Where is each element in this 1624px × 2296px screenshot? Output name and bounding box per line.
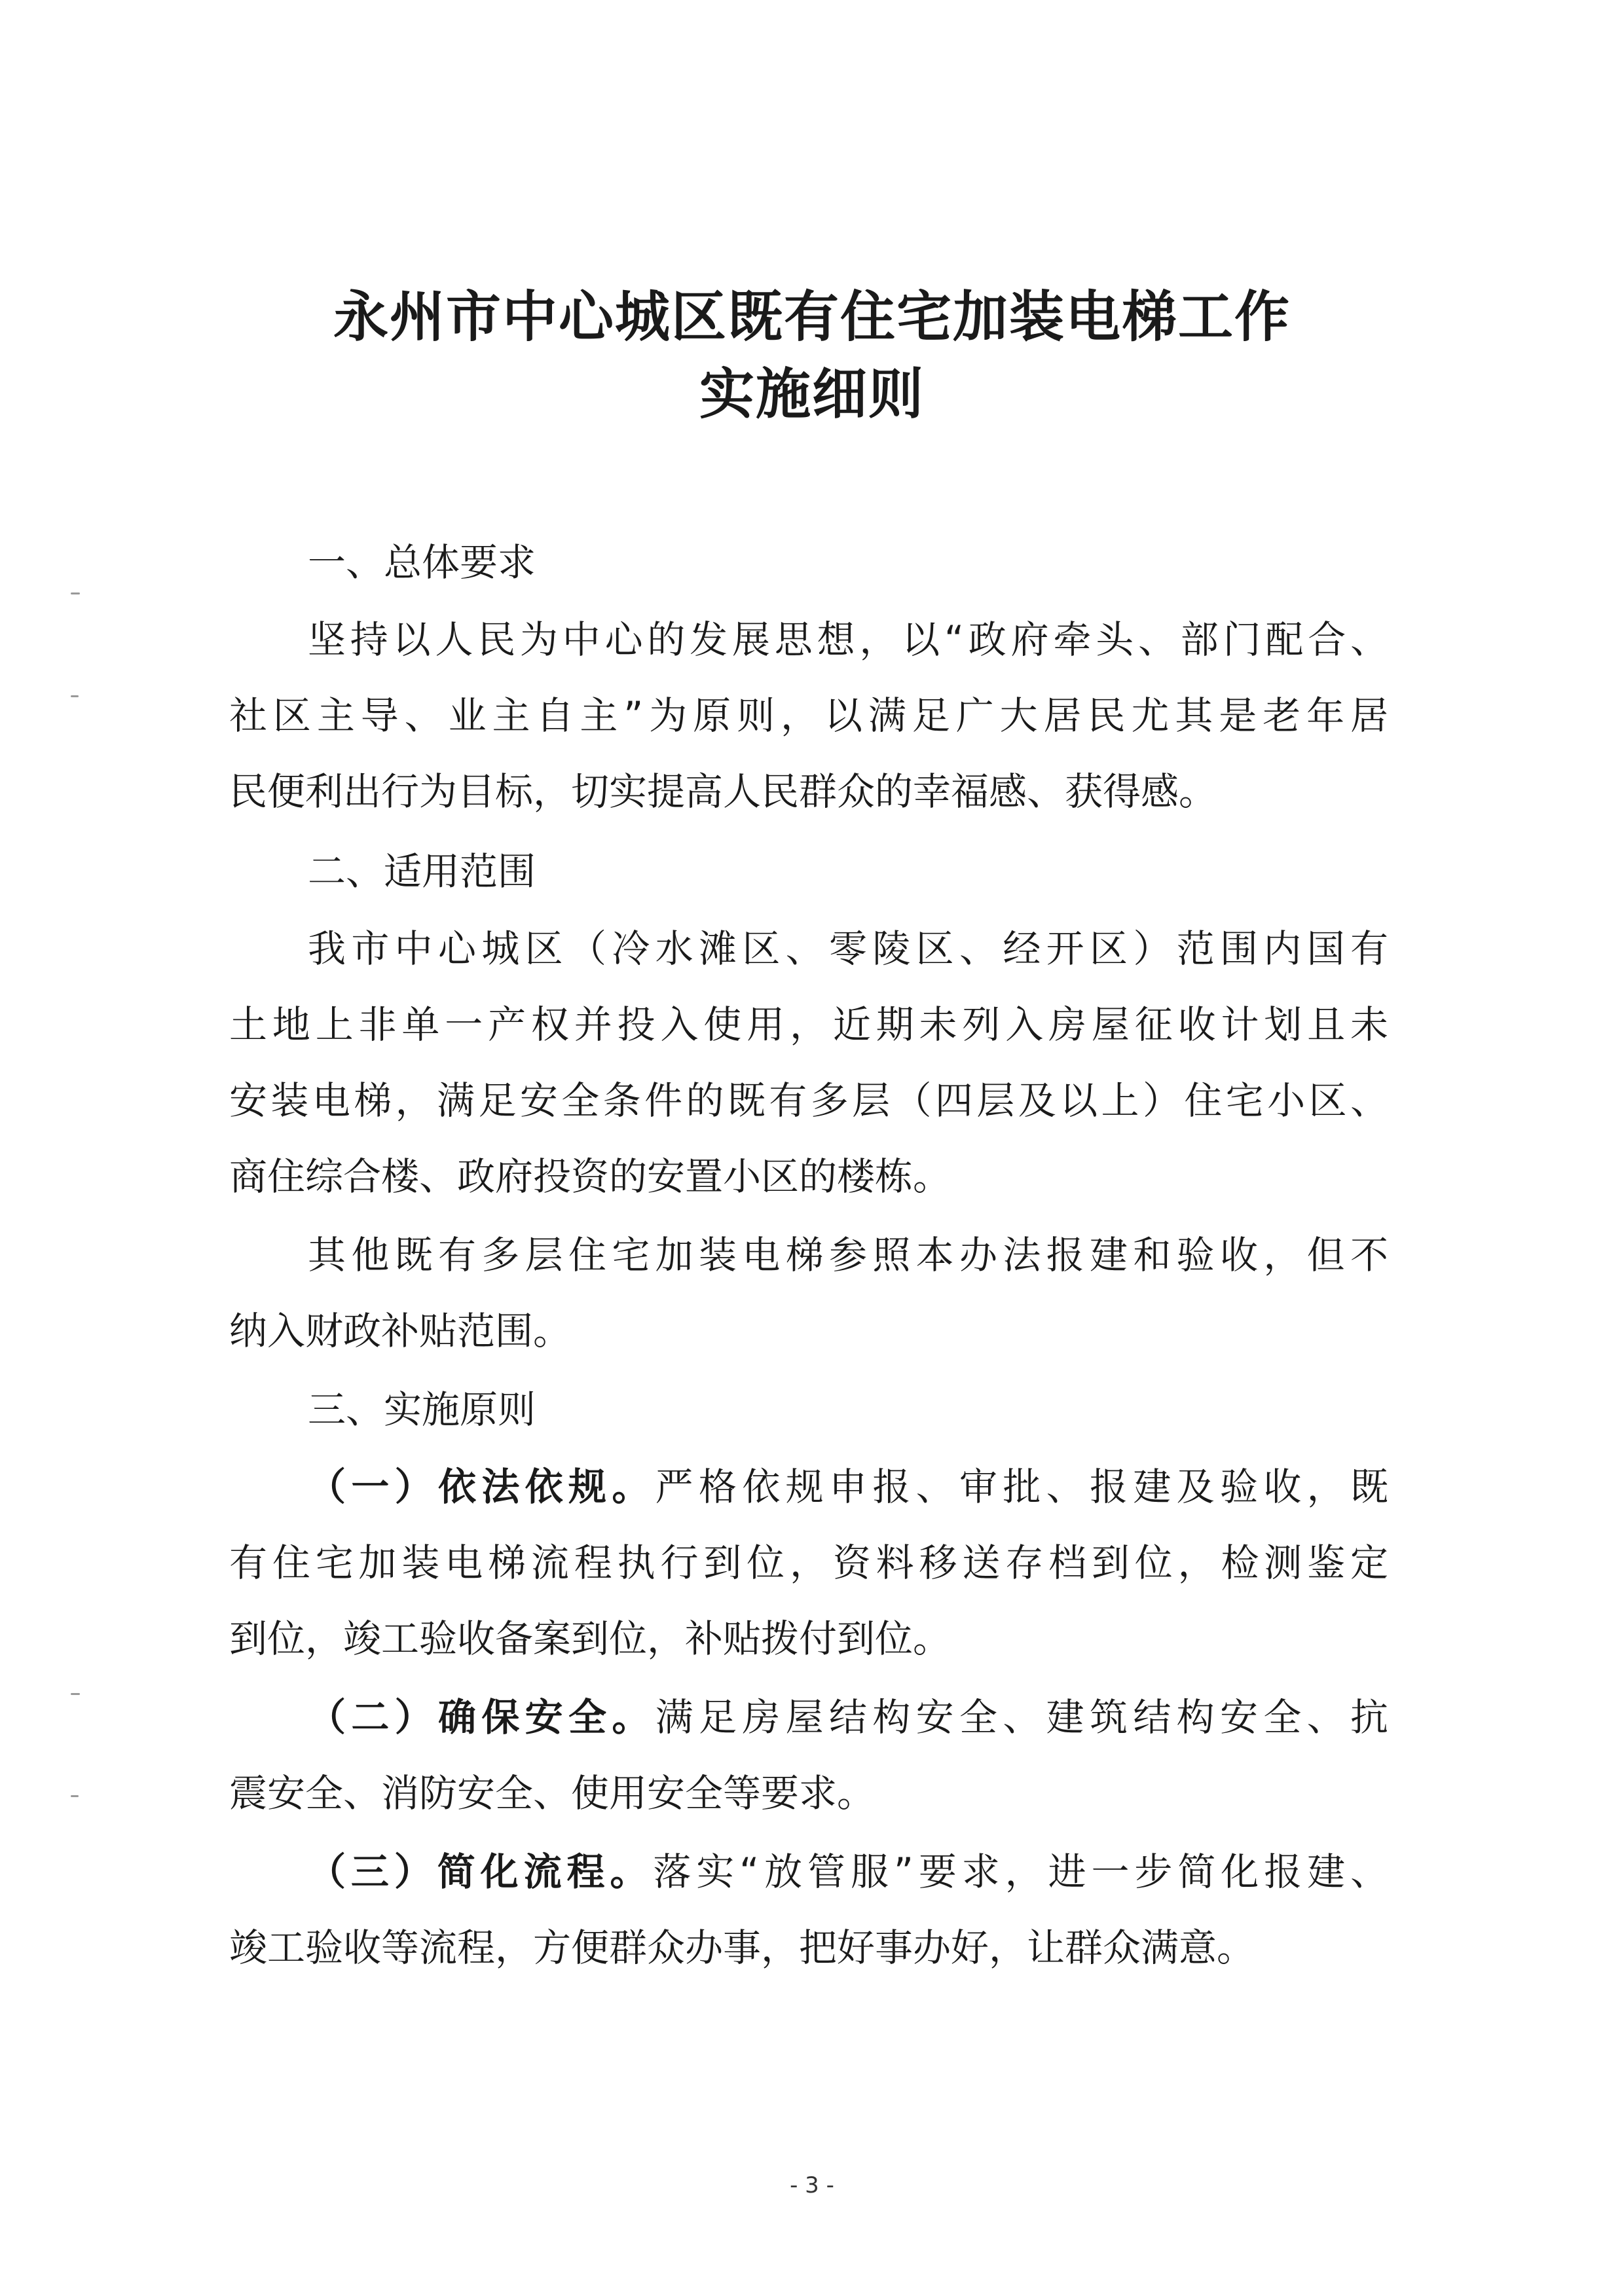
paragraph-line: 有住宅加装电梯流程执行到位，资料移送存档到位，检测鉴定 — [229, 1540, 1388, 1585]
principle-item-title: （三）简化流程。 — [308, 1850, 654, 1894]
principle-item-line — [308, 1465, 1388, 1509]
document-title-line-2: 实施细则 — [699, 361, 925, 426]
scan-speck — [71, 1795, 79, 1797]
paragraph-line: 土地上非单一产权并投入使用，近期未列入房屋征收计划且未 — [229, 1002, 1388, 1047]
paragraph-line: 我市中心城区（冷水滩区、零陵区、经开区）范围内国有 — [308, 926, 1388, 971]
paragraph-line: 纳入财政补贴范围。 — [229, 1309, 572, 1353]
paragraph-line: 社区主导、业主自主”为原则，以满足广大居民尤其是老年居 — [229, 693, 1388, 738]
principle-item-text: 满足房屋结构安全、建筑结构安全、抗 — [655, 1695, 1388, 1740]
paragraph-line: 到位，竣工验收备案到位，补贴拨付到位。 — [229, 1616, 951, 1661]
scan-speck — [71, 1693, 80, 1695]
section-heading-principles: 三、实施原则 — [308, 1387, 536, 1432]
scan-speck — [71, 592, 80, 594]
principle-item-line — [308, 1695, 1388, 1740]
paragraph-line: 竣工验收等流程，方便群众办事，把好事办好，让群众满意。 — [229, 1925, 1255, 1970]
section-heading-scope: 二、适用范围 — [308, 849, 536, 894]
principle-item-text: 落实“放管服”要求，进一步简化报建、 — [653, 1850, 1388, 1894]
document-title-line-1: 永州市中心城区既有住宅加装电梯工作 — [333, 284, 1291, 349]
principle-item-title: （一）依法依规。 — [308, 1465, 655, 1509]
paragraph-line: 安装电梯，满足安全条件的既有多层（四层及以上）住宅小区、 — [229, 1078, 1388, 1123]
paragraph-line: 民便利出行为目标，切实提高人民群众的幸福感、获得感。 — [229, 769, 1217, 814]
scan-speck — [71, 695, 79, 697]
paragraph-line: 商住综合楼、政府投资的安置小区的楼栋。 — [229, 1154, 951, 1199]
page-number: - 3 - — [790, 2172, 834, 2198]
paragraph-line: 震安全、消防安全、使用安全等要求。 — [229, 1771, 876, 1815]
principle-item-title: （二）确保安全。 — [308, 1695, 655, 1740]
section-heading-general-requirements: 一、总体要求 — [308, 540, 536, 585]
paragraph-line: 坚持以人民为中心的发展思想，以“政府牵头、部门配合、 — [308, 617, 1388, 662]
principle-item-line — [308, 1850, 1388, 1894]
principle-item-text: 严格依规申报、审批、报建及验收，既 — [655, 1465, 1388, 1509]
paragraph-line: 其他既有多层住宅加装电梯参照本办法报建和验收，但不 — [308, 1233, 1388, 1277]
